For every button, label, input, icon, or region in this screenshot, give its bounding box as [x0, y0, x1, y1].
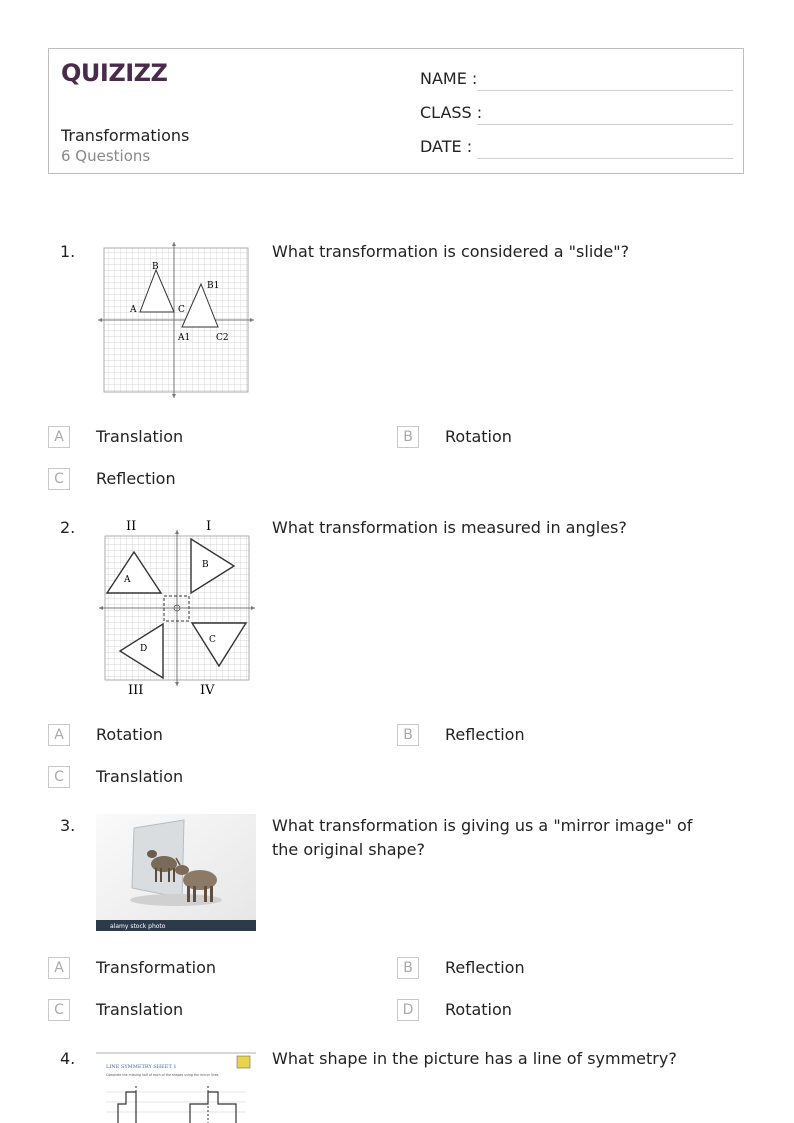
worksheet-header — [48, 48, 744, 174]
q2-option-a-box[interactable]: A — [48, 724, 70, 746]
quadrant-ii-label: II — [126, 519, 137, 534]
triangle-b-label: B — [202, 560, 209, 570]
q3-option-d-box[interactable]: D — [397, 999, 419, 1021]
q3-option-b-box[interactable]: B — [397, 957, 419, 979]
class-line[interactable] — [477, 124, 733, 125]
q3-option-a-text[interactable]: Transformation — [96, 958, 217, 977]
q2-option-a-text[interactable]: Rotation — [96, 725, 163, 744]
triangle-a-label: A — [124, 575, 131, 585]
q3-option-a-box[interactable]: A — [48, 957, 70, 979]
label-a1: A1 — [178, 333, 191, 343]
sheet-instruction: Complete the missing half of each of the shapes using the mirror lines. — [106, 1073, 220, 1077]
line-symmetry-sheet-figure — [96, 1052, 256, 1123]
name-label: NAME : — [420, 69, 478, 88]
question-3-number: 3. — [60, 816, 76, 835]
q1-option-b-text[interactable]: Rotation — [445, 427, 512, 446]
q1-option-a-text[interactable]: Translation — [96, 427, 184, 446]
sheet-logo — [237, 1056, 250, 1068]
date-line[interactable] — [477, 158, 733, 159]
q2-option-b-text[interactable]: Reflection — [445, 725, 525, 744]
q3-option-d-text[interactable]: Rotation — [445, 1000, 512, 1019]
question-3-text: What transformation is giving us a "mirror image" of the original shape? — [272, 816, 693, 859]
class-label: CLASS : — [420, 103, 483, 122]
label-c: C — [178, 305, 185, 315]
translation-grid-figure — [96, 240, 256, 400]
worksheet-title: Transformations — [61, 126, 190, 145]
q3-option-c-box[interactable]: C — [48, 999, 70, 1021]
label-a: A — [130, 305, 137, 315]
label-b1: B1 — [207, 281, 220, 291]
label-c2: C2 — [216, 333, 229, 343]
question-count: 6 Questions — [61, 147, 151, 165]
question-4-number: 4. — [60, 1049, 76, 1068]
question-2-number: 2. — [60, 518, 76, 537]
sheet-title: LINE SYMMETRY SHEET 1 — [106, 1064, 177, 1070]
question-1-text: What transformation is considered a "slide"? — [272, 242, 630, 261]
q3-option-b-text[interactable]: Reflection — [445, 958, 525, 977]
q1-option-a-box[interactable]: A — [48, 426, 70, 448]
name-line[interactable] — [477, 90, 733, 91]
date-label: DATE : — [420, 137, 473, 156]
q1-option-c-text[interactable]: Reflection — [96, 469, 176, 488]
quadrant-iv-label: IV — [200, 683, 215, 698]
photo-caption: alamy stock photo — [110, 923, 166, 930]
quadrant-iii-label: III — [128, 683, 144, 698]
q2-option-b-box[interactable]: B — [397, 724, 419, 746]
goat-mirror-photo — [96, 814, 256, 931]
label-b: B — [152, 262, 159, 272]
quadrant-i-label: I — [206, 519, 212, 534]
triangle-d-label: D — [140, 644, 148, 654]
q3-option-c-text[interactable]: Translation — [96, 1000, 184, 1019]
question-4-text: What shape in the picture has a line of symmetry? — [272, 1049, 677, 1068]
quizizz-logo: QUIZIZZ — [61, 59, 168, 87]
q1-option-b-box[interactable]: B — [397, 426, 419, 448]
q2-option-c-text[interactable]: Translation — [96, 767, 184, 786]
rotation-quadrant-figure — [96, 514, 258, 700]
q1-option-c-box[interactable]: C — [48, 468, 70, 490]
q2-option-c-box[interactable]: C — [48, 766, 70, 788]
question-2-text: What transformation is measured in angles? — [272, 518, 627, 537]
triangle-c-label: C — [209, 635, 216, 645]
question-1-number: 1. — [60, 242, 76, 261]
